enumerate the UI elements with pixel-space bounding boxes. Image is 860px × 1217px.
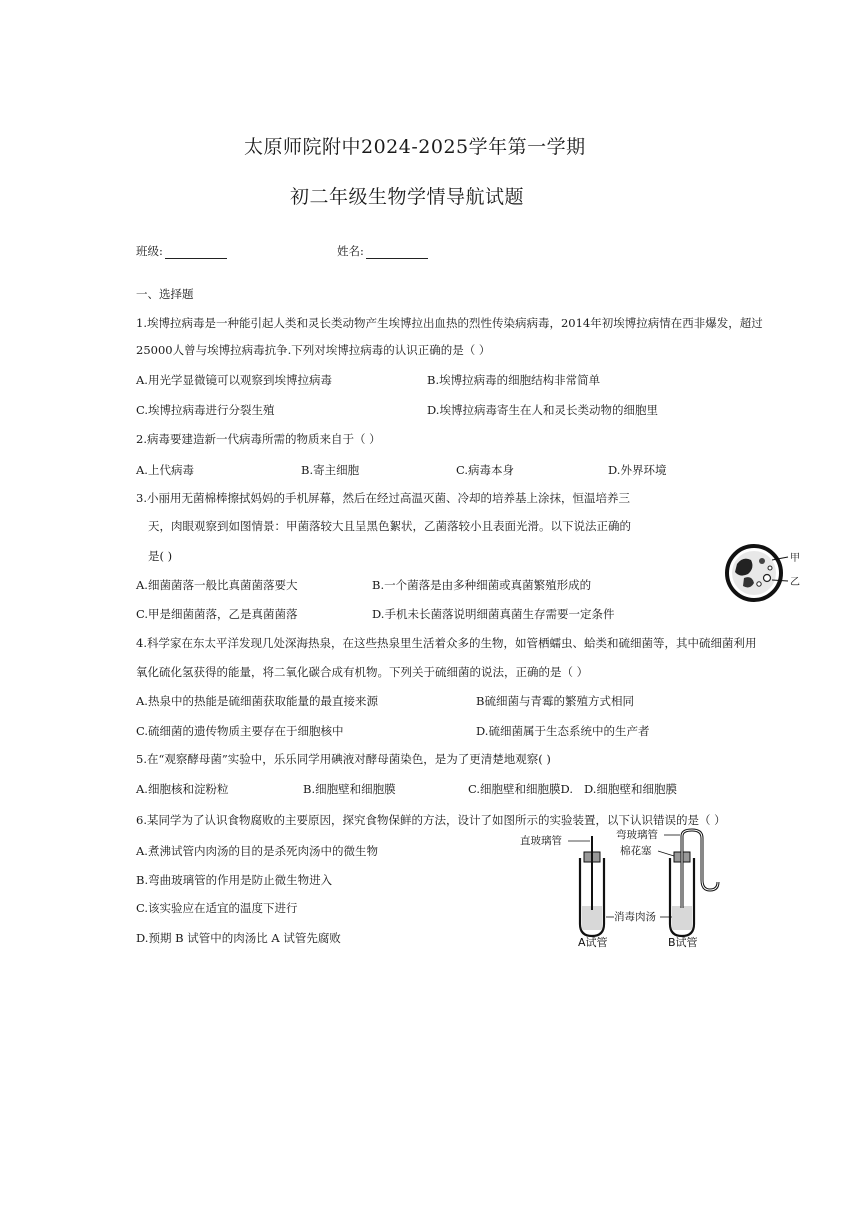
q5-stem: 5.在“观察酵母菌”实验中，乐乐同学用碘液对酵母菌染色，是为了更清楚地观察( ) (136, 752, 551, 766)
q1-stem-line1: 1.埃博拉病毒是一种能引起人类和灵长类动物产生埃博拉出血热的烈性传染病病毒，2014年初埃博拉病情在西非爆发，超过 (136, 316, 763, 330)
petri-dish-figure (720, 544, 802, 602)
label-bent-tube: 弯玻璃管 (616, 829, 658, 841)
q3-option-b: B.一个菌落是由多种细菌或真菌繁殖形成的 (372, 578, 592, 592)
name-label: 姓名: (337, 244, 364, 258)
q2-stem: 2.病毒要建造新一代病毒所需的物质来自于（ ） (136, 432, 381, 446)
q5-option-c: C.细胞壁和细胞膜D. (468, 782, 574, 796)
exam-subtitle: 初二年级生物学情导航试题 (290, 186, 525, 208)
colony-yi (764, 575, 771, 582)
q6-option-b: B.弯曲玻璃管的作用是防止微生物进入 (136, 873, 333, 887)
bent-glass-tube (682, 830, 718, 908)
q6-option-c: C.该实验应在适宜的温度下进行 (136, 901, 298, 915)
q3-option-a: A.细菌菌落一般比真菌菌落要大 (136, 578, 298, 592)
q3-stem-line2: 天，肉眼观察到如图情景：甲菌落较大且呈黑色絮状，乙菌落较小且表面光滑。以下说法正确的 (148, 519, 631, 533)
section-heading: 一、选择题 (136, 287, 194, 301)
q3-stem-line1: 3.小丽用无菌棉棒擦拭妈妈的手机屏幕，然后在经过高温灭菌、冷却的培养基上涂抹，恒温培养三 (136, 491, 630, 505)
class-label: 班级: (136, 244, 163, 258)
q4-option-c: C.硫细菌的遗传物质主要存在于细胞核中 (136, 724, 344, 738)
q1-option-b: B.埃博拉病毒的细胞结构非常简单 (427, 373, 601, 387)
q1-option-c: C.埃博拉病毒进行分裂生殖 (136, 403, 275, 417)
q5-option-b: B.细胞壁和细胞膜 (303, 782, 396, 796)
q4-stem-line2: 氧化硫化氢获得的能量，将二氧化碳合成有机物。下列关于硫细菌的说法，正确的是（ ） (136, 665, 589, 679)
colony-smooth-2 (768, 566, 772, 570)
q1-stem-line2: 25000人曾与埃博拉病毒抗争.下列对埃博拉病毒的认识正确的是（ ） (136, 343, 491, 357)
q2-option-b: B.寄主细胞 (301, 463, 360, 477)
label-cotton-plug: 棉花塞 (620, 845, 652, 857)
q1-option-a: A.用光学显微镜可以观察到埃博拉病毒 (136, 373, 332, 387)
label-jia: 甲 (790, 553, 800, 564)
label-straight-tube: 直玻璃管 (520, 835, 562, 847)
q5-option-a: A.细胞核和淀粉粒 (136, 782, 229, 796)
pointer-cotton (658, 851, 674, 856)
label-broth: 消毒肉汤 (614, 911, 656, 923)
q4-option-a: A.热泉中的热能是硫细菌获取能量的最直接来源 (136, 694, 378, 708)
q6-stem: 6.某同学为了认识食物腐败的主要原因，探究食物保鲜的方法，设计了如图所示的实验装置，以下认识错误的是（ ） (136, 813, 726, 827)
q1-option-d: D.埃博拉病毒寄生在人和灵长类动物的细胞里 (427, 403, 658, 417)
label-tube-a: A试管 (578, 936, 608, 948)
class-blank (165, 246, 227, 259)
class-field (136, 243, 227, 259)
q3-option-c: C.甲是细菌菌落，乙是真菌菌落 (136, 607, 298, 621)
label-tube-b: B试管 (668, 936, 698, 948)
q3-option-d: D.手机未长菌落说明细菌真菌生存需要一定条件 (372, 607, 615, 621)
label-yi: 乙 (790, 577, 800, 588)
test-tube-apparatus-figure (518, 828, 746, 948)
q5-option-d: D.细胞壁和细胞膜 (584, 782, 677, 796)
colony-small (759, 558, 765, 564)
q2-option-c: C.病毒本身 (456, 463, 515, 477)
exam-title: 太原师院附中2024-2025学年第一学期 (244, 136, 586, 158)
q6-option-d: D.预期 B 试管中的肉汤比 A 试管先腐败 (136, 931, 341, 945)
q6-option-a: A.煮沸试管内肉汤的目的是杀死肉汤中的微生物 (136, 844, 378, 858)
colony-smooth (757, 582, 761, 586)
q2-option-d: D.外界环境 (608, 463, 667, 477)
name-blank (366, 246, 428, 259)
q3-stem-line3: 是( ) (148, 549, 173, 563)
q4-option-b: B硫细菌与青霉的繁殖方式相同 (476, 694, 634, 708)
name-field (337, 243, 428, 259)
q4-option-d: D.硫细菌属于生态系统中的生产者 (476, 724, 650, 738)
bent-glass-tube-inner (682, 830, 718, 908)
broth-b (672, 906, 692, 930)
q4-stem-line1: 4.科学家在东太平洋发现几处深海热泉，在这些热泉里生活着众多的生物，如管栖蠕虫、蛤类和硫细菌等，其中硫细菌利用 (136, 636, 757, 650)
q2-option-a: A.上代病毒 (136, 463, 194, 477)
